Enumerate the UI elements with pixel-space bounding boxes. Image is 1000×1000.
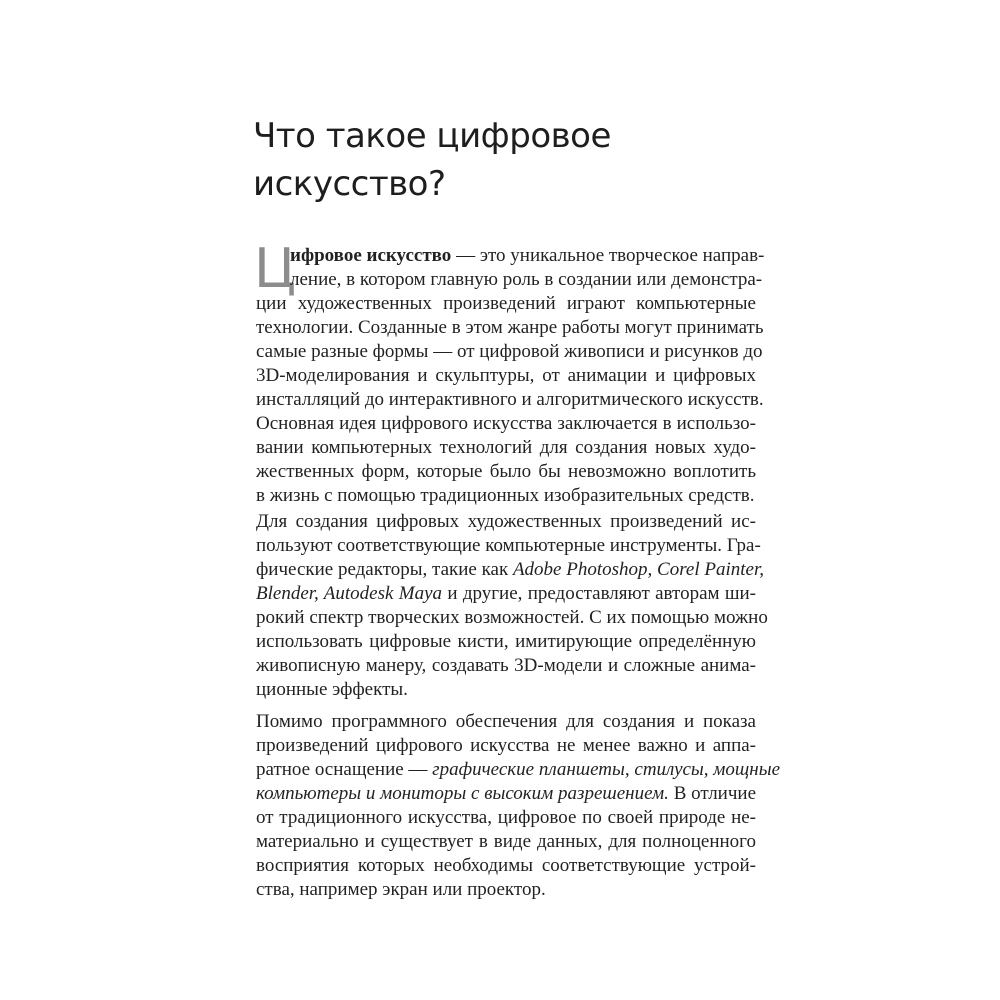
hardware-list: графические планшеты, стилусы, мощные [432,759,780,780]
hardware-list: компьютеры и мониторы с высоким разрешением. [256,783,669,804]
paragraph-3-line: Помимо программного обеспечения для создания и показа [256,711,756,732]
paragraph-3-line: от традиционного искусства, цифровое по своей природе не- [256,807,756,828]
paragraph-3-line: компьютеры и мониторы с высоким разрешением. В отличие [256,783,756,804]
paragraph-2-line: живописную манеру, создавать 3D-модели и сложные анима- [256,655,756,676]
paragraph-1-line: в жизнь с помощью традиционных изобразительных средств. [256,485,755,506]
chapter-title-line-2: искусство? [253,164,446,204]
paragraph-1-line: Основная идея цифрового искусства заключается в использо- [256,413,756,434]
paragraph-3-line: материально и существует в виде данных, для полноценного [256,831,756,852]
lead-term: ифровое искусство [290,245,452,266]
paragraph-3-line: ства, например экран или проектор. [256,879,546,900]
chapter-title-line-1: Что такое цифровое [253,116,611,156]
paragraph-1-line: технологии. Созданные в этом жанре работы могут принимать [256,317,764,338]
paragraph-2-line: Для создания цифровых художественных произведений ис- [256,511,756,532]
paragraph-1-line: 3D-моделирования и скульптуры, от анимации и цифровых [256,365,756,386]
paragraph-1-line: жественных форм, которые было бы невозможно воплотить [256,461,756,482]
paragraph-2-line: использовать цифровые кисти, имитирующие определённую [256,631,756,652]
paragraph-2-line: рокий спектр творческих возможностей. С их помощью можно [256,607,768,628]
software-names: Blender, Autodesk Maya [256,583,442,604]
paragraph-2-line: пользуют соответствующие компьютерные инструменты. Гра- [256,535,761,556]
paragraph-3-line: ратное оснащение — графические планшеты, стилусы, мощные [256,759,780,780]
drop-cap-letter: Ц [254,237,296,300]
paragraph-1-line: самые разные формы — от цифровой живописи и рисунков до [256,341,763,362]
software-names: Adobe Photoshop, Corel Painter, [512,559,764,580]
paragraph-1-line: инсталляций до интерактивного и алгоритмического искусств. [256,389,764,410]
paragraph-1-line: ции художественных произведений играют компьютерные [256,293,756,314]
paragraph-1-line: ление, в котором главную роль в создании или демонстра- [290,269,763,290]
paragraph-2-line: фические редакторы, такие как Adobe Photoshop, Corel Painter, [256,559,764,580]
paragraph-1-line: вании компьютерных технологий для создания новых худо- [256,437,756,458]
paragraph-3-line: произведений цифрового искусства не менее важно и аппа- [256,735,756,756]
paragraph-2-line: ционные эффекты. [256,679,408,700]
paragraph-1-line: ифровое искусство — это уникальное творческое направ- [290,245,765,266]
chapter-title [253,112,753,208]
paragraph-2-line: Blender, Autodesk Maya и другие, предоставляют авторам ши- [256,583,756,604]
paragraph-3-line: восприятия которых необходимы соответствующие устрой- [256,855,756,876]
